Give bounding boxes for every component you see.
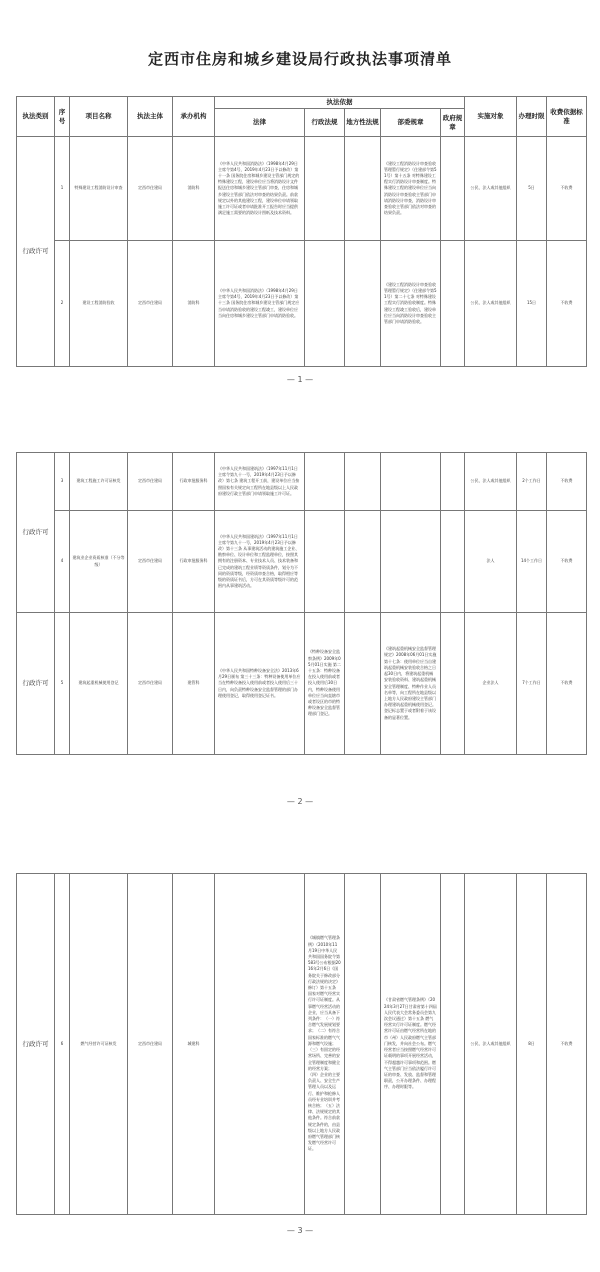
row-time-limit: 5日 (517, 137, 547, 241)
table-row (17, 137, 587, 241)
header-fee-basis: 收费依据标准 (547, 97, 587, 137)
header-time-limit: 办理时限 (517, 97, 547, 137)
row-law: 《中华人民共和国特种设备安全法》2013年6月29日颁布 第三十三条：特种设备使用单位应当在特种设备投入使用前或者投入使用后三十日内，向负责特种设备安全监督管理的部门办理使用登记，取得使用登记证书。 (215, 613, 305, 755)
header-basis: 执法依据 (215, 97, 465, 109)
row-gov-rule (441, 453, 465, 511)
row-item-name: 特殊建设工程消防设计审查 (70, 137, 128, 241)
row-admin-reg (305, 241, 345, 367)
row-category: 行政许可 (17, 874, 55, 1215)
header-category: 执法类别 (17, 97, 55, 137)
row-time-limit: 2个工作日 (517, 453, 547, 511)
row-subject: 定西市住建局 (128, 241, 173, 367)
row-category: 行政许可 (17, 137, 55, 367)
row-local-reg (345, 511, 381, 613)
row-gov-rule (441, 874, 465, 1215)
row-law: 《中华人民共和国消防法》（1998年4月29日主席令第4号，2019年4月23日予以修改）第十三条 国务院住房和城乡建设主管部门规定应当申请消防验收的建设工程竣工，建设单位应当向住房和城乡建设主管部门申请消防验收。 (215, 241, 305, 367)
row-item-name: 建筑工程施工许可证核发 (70, 453, 128, 511)
header-subject: 执法主体 (128, 97, 173, 137)
page-number: — 1 — (286, 375, 314, 384)
header-gov-rule: 政府规章 (441, 109, 465, 137)
table-row (17, 613, 587, 755)
row-seq: 4 (55, 511, 70, 613)
row-dept-rule: 《甘肃省燃气管理条例》（2024年3月27日甘肃省第十四届人民代表大会常务委员会第九次会议通过）第十五条 燃气经营实行许可证制度。燃气经营许可证由燃气经营所在地的市（州）人民政府燃气主管部门核发，并向社会公布。燃气经营者应当按照燃气经营许可证载明的事项开展经营活动，不得超越许可事项和范围。燃气主管部门应当依法履行许可证的审查、发放、监督和管理职责，公开办理条件、办理程序、办理时限等。 (381, 874, 441, 1215)
row-fee: 不收费 (547, 613, 587, 755)
row-dept-rule (381, 453, 441, 511)
header-dept-rule: 部委规章 (381, 109, 441, 137)
row-target: 公民、法人或其他组织 (465, 137, 517, 241)
row-dept: 消防科 (173, 137, 215, 241)
row-gov-rule (441, 241, 465, 367)
header-dept: 承办机构 (173, 97, 215, 137)
row-admin-reg (305, 453, 345, 511)
row-subject: 定西市住建局 (128, 137, 173, 241)
row-admin-reg: 《城镇燃气管理条例》（2010年11月19日中华人民共和国国务院令第583号公布根据2016年2月6日《国务院关于修改部分行政法规的决定》修订）第十五条 国家对燃气经营实行许可证制度。从事燃气经营活动的企业，应当具备下列条件：（一）符合燃气发展规划要求；（二）有符合国家标准的燃气气源和燃气设施；（三）有固定的经营场所、完善的安全管理制度和健全的经营方案；（四）企业的主要负责人、安全生产管理人员以及运行、维护和抢修人员经专业培训并考核合格；（五）法律、法规规定的其他条件。符合前款规定条件的，由县级以上地方人民政府燃气管理部门核发燃气经营许可证。 (305, 874, 345, 1215)
table-row (17, 241, 587, 367)
row-item-name: 建筑业企业资质核准（不分等级） (70, 511, 128, 613)
row-category: 行政许可 (17, 613, 55, 755)
row-law (215, 874, 305, 1215)
row-dept: 建管科 (173, 613, 215, 755)
row-fee: 不收费 (547, 137, 587, 241)
page-title: 定西市住房和城乡建设局行政执法事项清单 (147, 50, 452, 68)
row-item-name: 建设工程消防验收 (70, 241, 128, 367)
row-dept-rule: 《建设工程消防设计审查验收管理暂行规定》（住建部令第51号）第二十七条 对特殊建设工程实行消防验收制度。特殊建设工程竣工验收后，建设单位应当向消防设计审查验收主管部门申请消防验收。 (381, 241, 441, 367)
row-target: 公民、法人或其他组织 (465, 874, 517, 1215)
table-row (17, 874, 587, 1215)
row-seq: 1 (55, 137, 70, 241)
header-item-name: 项目名称 (70, 97, 128, 137)
row-subject: 定西市住建局 (128, 453, 173, 511)
row-admin-reg: 《特种设备安全监察条例》2009年05月01日实施 第二十五条：特种设备在投入使用前或者投入使用后30日内，特种设备使用单位应当向直辖市或者设区的市的特种设备安全监督管理部门登记。 (305, 613, 345, 755)
row-local-reg (345, 874, 381, 1215)
table-page-2 (16, 452, 587, 755)
header-target: 实施对象 (465, 97, 517, 137)
row-dept-rule: 《建设工程消防设计审查验收管理暂行规定》（住建部令第51号）第十五条 对特殊建设工程实行消防设计审查制度。特殊建设工程的建设单位应当向消防设计审查验收主管部门申请消防设计审查，消防设计审查验收主管部门依法对审查的结果负责。 (381, 137, 441, 241)
row-dept: 消防科 (173, 241, 215, 367)
row-seq: 6 (55, 874, 70, 1215)
row-law: 《中华人民共和国消防法》（1998年4月29日主席令第4号，2019年4月23日予以修改）第十一条 国务院住房和城乡建设主管部门规定的特殊建设工程，建设单位应当将消防设计文件报送住房和城乡建设主管部门审查，住房和城乡建设主管部门依法对审查的结果负责。前款规定以外的其他建设工程，建设单位申请领取施工许可证或者申请批准开工报告时应当提供满足施工需要的消防设计图纸及技术资料。 (215, 137, 305, 241)
row-gov-rule (441, 613, 465, 755)
row-subject: 定西市住建局 (128, 511, 173, 613)
row-time-limit: 15日 (517, 241, 547, 367)
row-target: 企业法人 (465, 613, 517, 755)
table-row (17, 453, 587, 511)
table-row (17, 511, 587, 613)
row-seq: 3 (55, 453, 70, 511)
row-time-limit: 7个工作日 (517, 613, 547, 755)
row-dept: 行政审批服务科 (173, 453, 215, 511)
row-local-reg (345, 453, 381, 511)
row-dept: 城建科 (173, 874, 215, 1215)
row-fee: 不收费 (547, 511, 587, 613)
row-seq: 2 (55, 241, 70, 367)
row-law: 《中华人民共和国建筑法》（1997年11月1日主席令第九十一号，2019年4月23日予以修改）第七条 建筑工程开工前，建设单位应当按照国家有关规定向工程所在地县级以上人民政府建设行政主管部门申请领取施工许可证。 (215, 453, 305, 511)
table-page-3 (16, 873, 587, 1215)
row-subject: 定西市住建局 (128, 874, 173, 1215)
row-target: 公民、法人或其他组织 (465, 241, 517, 367)
row-fee: 不收费 (547, 453, 587, 511)
row-category: 行政许可 (17, 453, 55, 613)
row-local-reg (345, 613, 381, 755)
row-item-name: 建筑起重机械使用登记 (70, 613, 128, 755)
row-subject: 定西市住建局 (128, 613, 173, 755)
row-local-reg (345, 241, 381, 367)
row-admin-reg (305, 511, 345, 613)
table-page-1 (16, 96, 587, 367)
header-seq: 序号 (55, 97, 70, 137)
row-dept-rule: 《建筑起重机械安全监督管理规定》2008年06月01日实施 第十七条：使用单位应当自建筑起重机械安装验收合格之日起30日内，将建筑起重机械安装验收资料、建筑起重机械安全管理制度、特种作业人员名单等，向工程所在地县级以上地方人民政府建设主管部门办理建筑起重机械使用登记。登记标志置于或者附着于该设备的显著位置。 (381, 613, 441, 755)
row-time-limit: 14个工作日 (517, 511, 547, 613)
row-item-name: 燃气经营许可证核发 (70, 874, 128, 1215)
row-admin-reg (305, 137, 345, 241)
row-dept: 行政审批服务科 (173, 511, 215, 613)
row-local-reg (345, 137, 381, 241)
row-law: 《中华人民共和国建筑法》（1997年11月1日主席令第九十一号，2019年4月23日予以修改）第十三条 从事建筑活动的建筑施工企业、勘察单位、设计单位和工程监理单位，按照其拥有的注册资本、专业技术人员、技术装备和已完成的建筑工程业绩等资质条件，划分为不同的资质等级，经资质审查合格，取得相应等级的资质证书后，方可在其资质等级许可的范围内从事建筑活动。 (215, 511, 305, 613)
header-law: 法律 (215, 109, 305, 137)
row-fee: 不收费 (547, 241, 587, 367)
header-local-reg: 地方性法规 (345, 109, 381, 137)
row-gov-rule (441, 137, 465, 241)
row-seq: 5 (55, 613, 70, 755)
header-admin-reg: 行政法规 (305, 109, 345, 137)
row-target: 公民、法人或其他组织 (465, 453, 517, 511)
row-fee: 不收费 (547, 874, 587, 1215)
row-target: 法人 (465, 511, 517, 613)
page-number: — 2 — (286, 797, 314, 806)
row-dept-rule (381, 511, 441, 613)
page-number: — 3 — (286, 1226, 314, 1235)
row-time-limit: 8日 (517, 874, 547, 1215)
row-gov-rule (441, 511, 465, 613)
